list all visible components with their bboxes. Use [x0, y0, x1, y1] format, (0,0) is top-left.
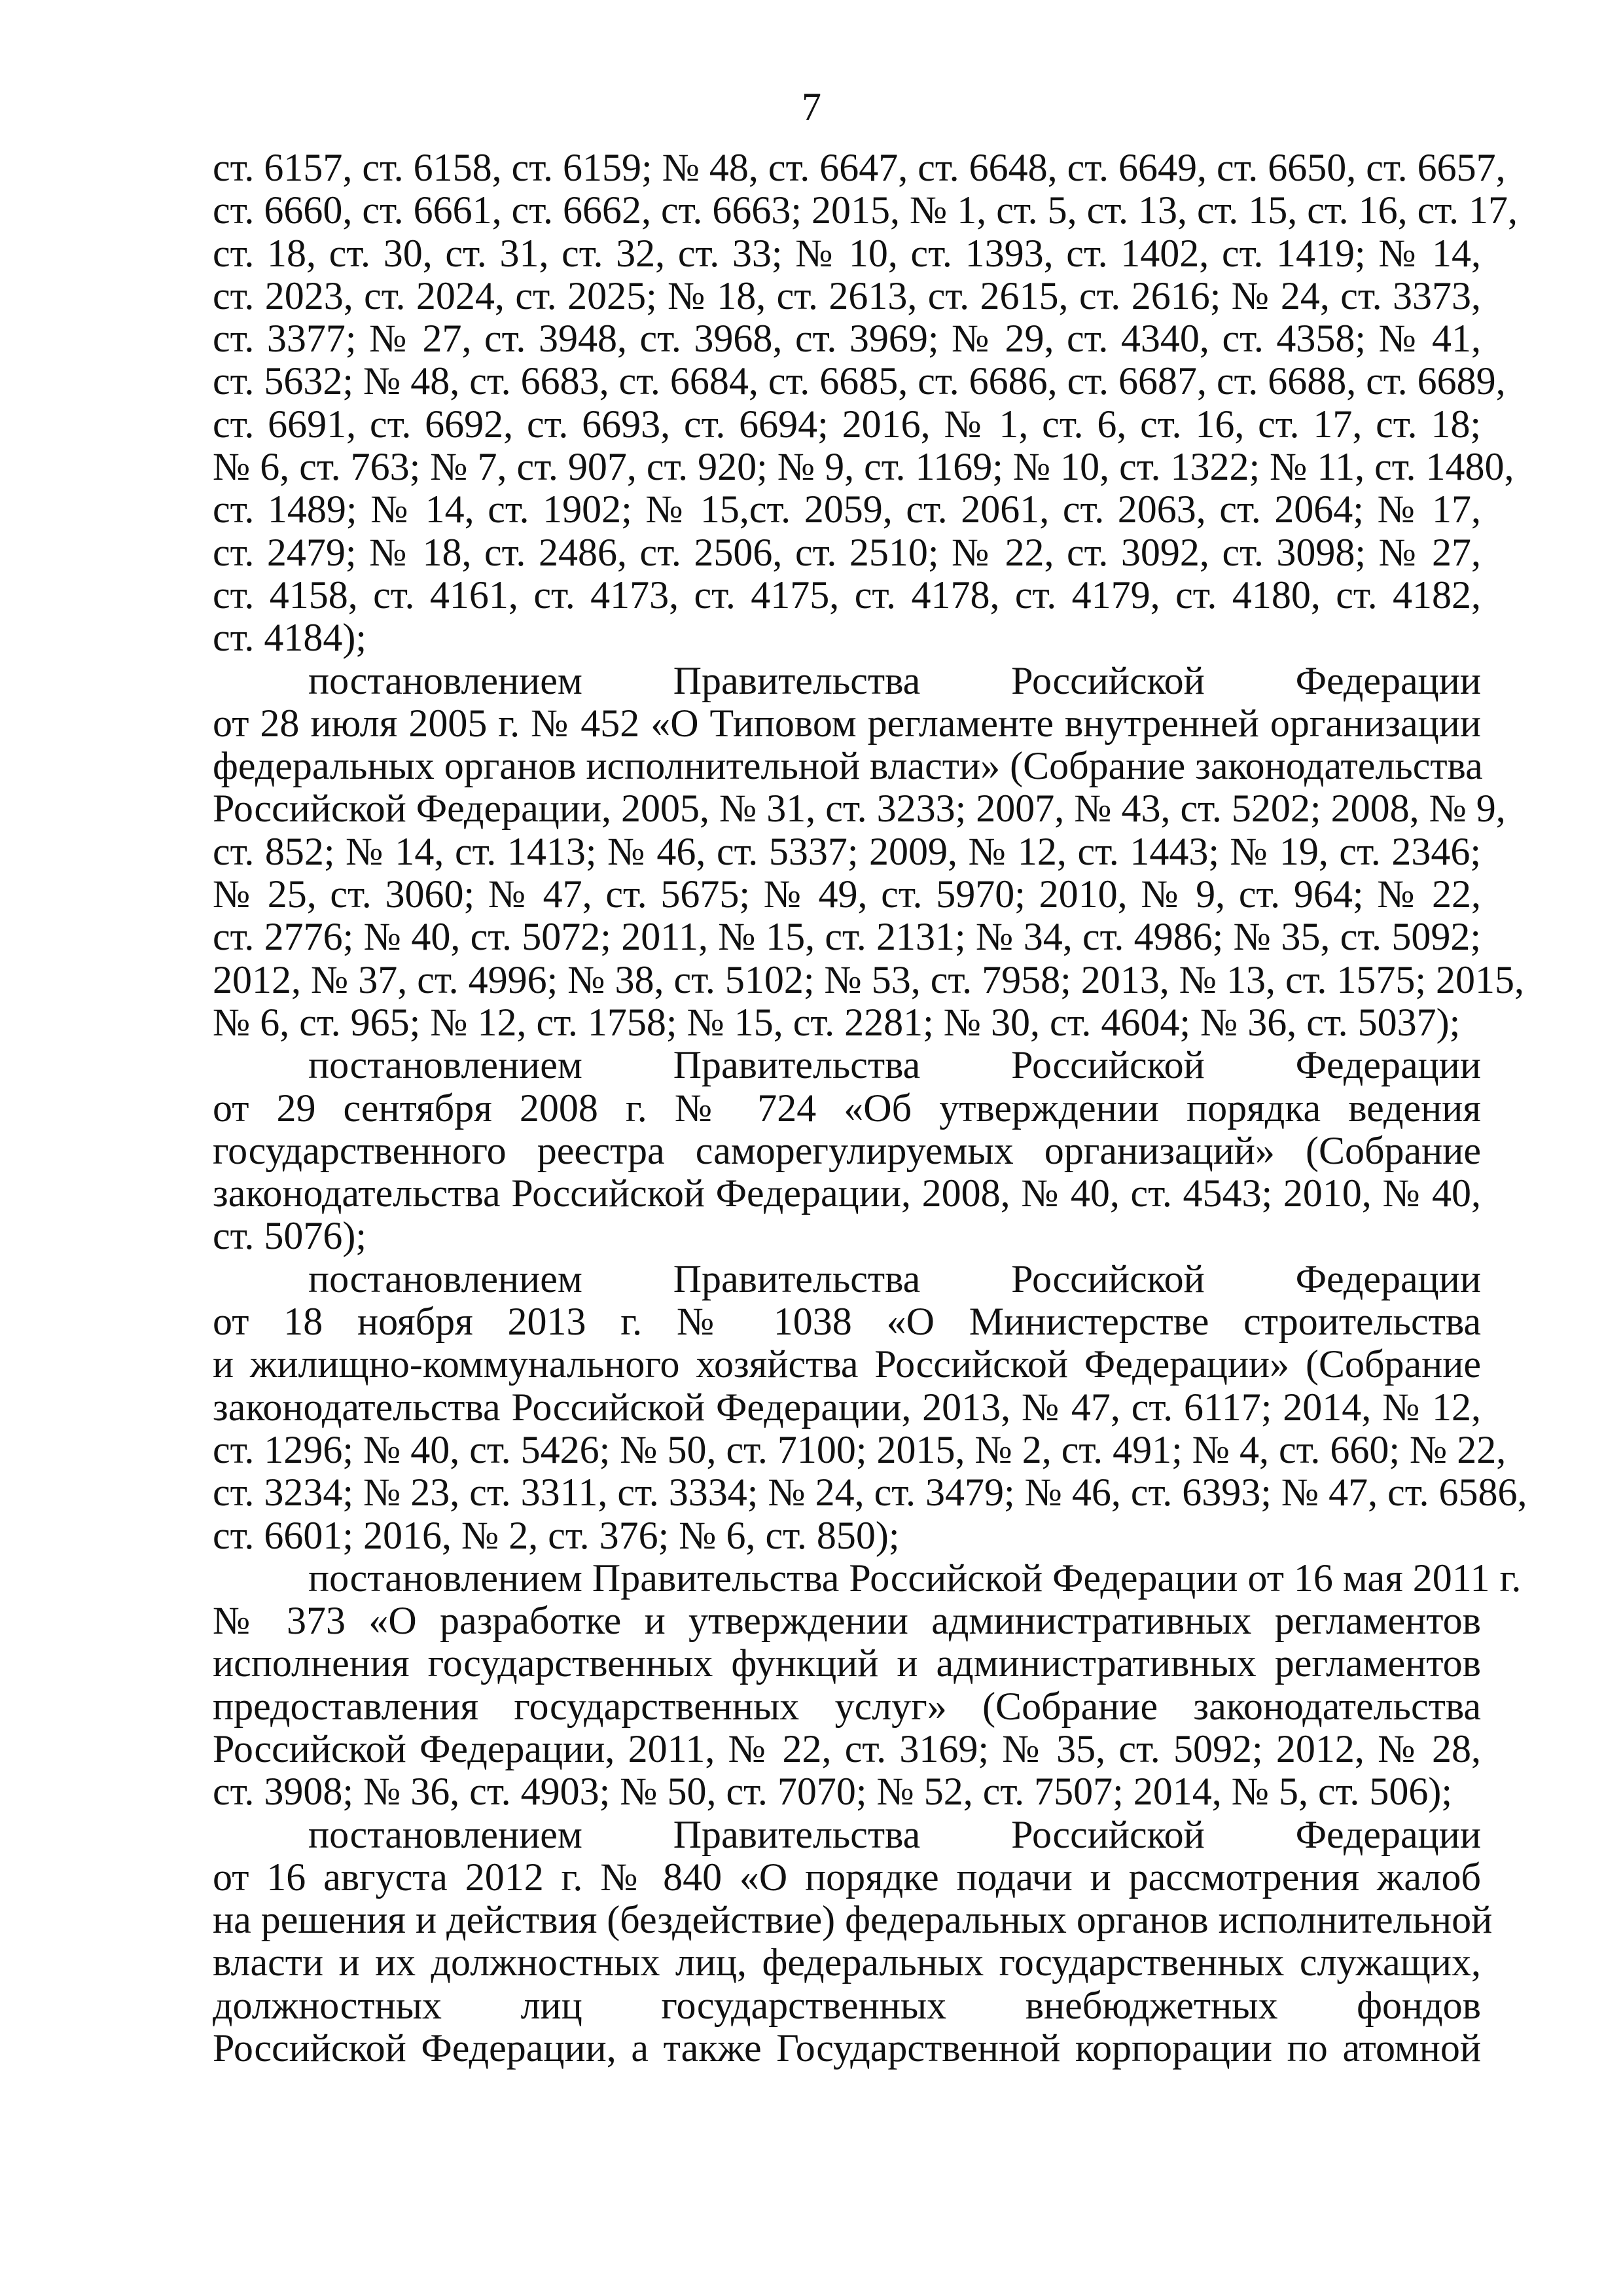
text-line: ст. 3377; № 27, ст. 3948, ст. 3968, ст. 3969; № 29, ст. 4340, ст. 4358; № 41,: [213, 317, 1481, 361]
paragraph-resolution-1038: [213, 1257, 1527, 1557]
paragraph-resolution-724: [213, 1044, 1481, 1257]
text-line: ст. 2023, ст. 2024, ст. 2025; № 18, ст. 2613, ст. 2615, ст. 2616; № 24, ст. 3373,: [213, 274, 1481, 317]
text-line: постановлением Правительства Российской Федерации: [308, 1257, 1481, 1300]
paragraph-continuation: [213, 146, 1518, 660]
text-line: от 16 августа 2012 г. № 840 «О порядке подачи и рассмотрения жалоб: [213, 1855, 1481, 1899]
text-line: ст. 1296; № 40, ст. 5426; № 50, ст. 7100; 2015, № 2, ст. 491; № 4, ст. 660; № 22,: [213, 1427, 1507, 1471]
text-line: исполнения государственных функций и административных регламентов: [213, 1641, 1481, 1685]
text-line: ст. 5632; № 48, ст. 6683, ст. 6684, ст. 6685, ст. 6686, ст. 6687, ст. 6688, ст. 6689,: [213, 359, 1506, 403]
text-line: постановлением Правительства Российской Федерации: [308, 658, 1481, 702]
text-line: и жилищно-коммунального хозяйства Российской Федерации» (Собрание: [213, 1342, 1481, 1386]
text-line: № 373 «О разработке и утверждении административных регламентов: [213, 1599, 1481, 1643]
text-line: № 6, ст. 965; № 12, ст. 1758; № 15, ст. 2281; № 30, ст. 4604; № 36, ст. 5037);: [213, 1000, 1461, 1044]
text-line: Российской Федерации, 2011, № 22, ст. 3169; № 35, ст. 5092; 2012, № 28,: [213, 1727, 1481, 1770]
text-line: ст. 3234; № 23, ст. 3311, ст. 3334; № 24, ст. 3479; № 46, ст. 6393; № 47, ст. 6586,: [213, 1471, 1527, 1515]
text-line: предоставления государственных услуг» (Собрание законодательства: [213, 1684, 1481, 1728]
text-line: Российской Федерации, а также Государственной корпорации по атомной: [213, 2026, 1481, 2070]
text-line: постановлением Правительства Российской Федерации от 16 мая 2011 г.: [308, 1556, 1522, 1600]
text-line: от 18 ноября 2013 г. № 1038 «О Министерстве строительства: [213, 1300, 1481, 1344]
text-line: постановлением Правительства Российской Федерации: [308, 1812, 1481, 1856]
text-line: ст. 2776; № 40, ст. 5072; 2011, № 15, ст. 2131; № 34, ст. 4986; № 35, ст. 5092;: [213, 915, 1481, 959]
text-line: ст. 6691, ст. 6692, ст. 6693, ст. 6694; 2016, № 1, ст. 6, ст. 16, ст. 17, ст. 18;: [213, 402, 1481, 446]
text-line: ст. 4184);: [213, 616, 366, 660]
text-line: законодательства Российской Федерации, 2008, № 40, ст. 4543; 2010, № 40,: [213, 1172, 1481, 1215]
text-line: должностных лиц государственных внебюджетных фондов: [213, 1983, 1481, 2027]
text-line: ст. 6660, ст. 6661, ст. 6662, ст. 6663; 2015, № 1, ст. 5, ст. 13, ст. 15, ст. 16, ст. 17,: [213, 188, 1518, 232]
text-line: ст. 2479; № 18, ст. 2486, ст. 2506, ст. 2510; № 22, ст. 3092, ст. 3098; № 27,: [213, 530, 1481, 574]
text-line: на решения и действия (бездействие) федеральных органов исполнительной: [213, 1898, 1493, 1942]
text-line: ст. 3908; № 36, ст. 4903; № 50, ст. 7070; № 52, ст. 7507; 2014, № 5, ст. 506);: [213, 1770, 1453, 1814]
text-line: от 29 сентября 2008 г. № 724 «Об утверждении порядка ведения: [213, 1086, 1481, 1130]
text-line: ст. 852; № 14, ст. 1413; № 46, ст. 5337; 2009, № 12, ст. 1443; № 19, ст. 2346;: [213, 829, 1481, 873]
text-line: законодательства Российской Федерации, 2013, № 47, ст. 6117; 2014, № 12,: [213, 1385, 1481, 1429]
text-line: № 25, ст. 3060; № 47, ст. 5675; № 49, ст. 5970; 2010, № 9, ст. 964; № 22,: [213, 872, 1481, 916]
text-line: ст. 5076);: [213, 1214, 366, 1258]
text-line: 2012, № 37, ст. 4996; № 38, ст. 5102; № 53, ст. 7958; 2013, № 13, ст. 1575; 2015,: [213, 958, 1525, 1001]
text-line: федеральных органов исполнительной власти» (Собрание законодательства: [213, 744, 1483, 788]
text-line: ст. 6157, ст. 6158, ст. 6159; № 48, ст. 6647, ст. 6648, ст. 6649, ст. 6650, ст. 6657,: [213, 146, 1506, 189]
text-line: государственного реестра саморегулируемых организаций» (Собрание: [213, 1128, 1481, 1172]
text-line: от 28 июля 2005 г. № 452 «О Типовом регламенте внутренней организации: [213, 701, 1481, 745]
page-number: 7: [802, 85, 821, 128]
paragraph-resolution-840: [213, 1812, 1493, 2070]
paragraph-resolution-373: [213, 1556, 1522, 1814]
text-line: ст. 6601; 2016, № 2, ст. 376; № 6, ст. 850);: [213, 1513, 900, 1557]
text-line: ст. 1489; № 14, ст. 1902; № 15,ст. 2059, ст. 2061, ст. 2063, ст. 2064; № 17,: [213, 488, 1481, 531]
document-body: [213, 146, 1527, 2070]
text-line: ст. 4158, ст. 4161, ст. 4173, ст. 4175, ст. 4178, ст. 4179, ст. 4180, ст. 4182,: [213, 573, 1481, 617]
text-line: Российской Федерации, 2005, № 31, ст. 3233; 2007, № 43, ст. 5202; 2008, № 9,: [213, 787, 1506, 831]
text-line: постановлением Правительства Российской Федерации: [308, 1043, 1481, 1087]
paragraph-resolution-452: [213, 658, 1525, 1045]
text-line: власти и их должностных лиц, федеральных государственных служащих,: [213, 1941, 1481, 1984]
text-line: ст. 18, ст. 30, ст. 31, ст. 32, ст. 33; № 10, ст. 1393, ст. 1402, ст. 1419; № 14,: [213, 231, 1481, 275]
text-line: № 6, ст. 763; № 7, ст. 907, ст. 920; № 9, ст. 1169; № 10, ст. 1322; № 11, ст. 1480,: [213, 445, 1514, 489]
